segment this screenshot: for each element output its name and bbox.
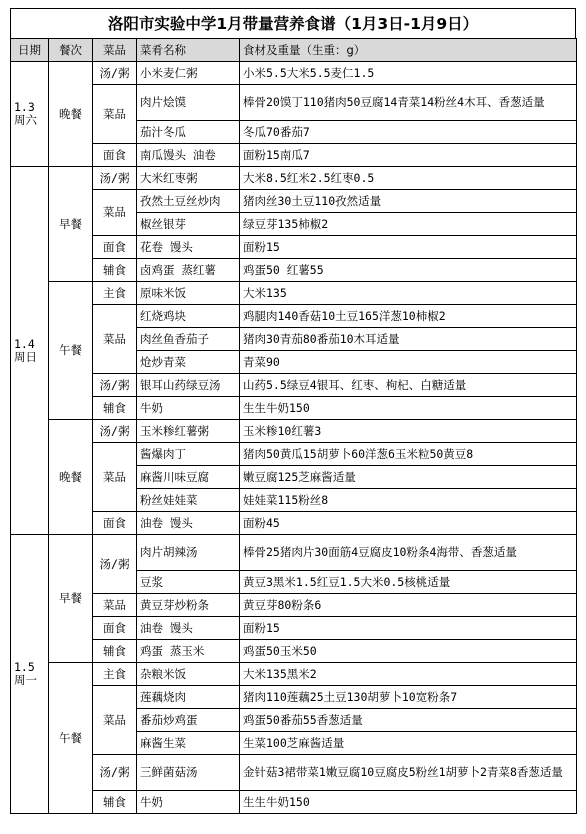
menu-row	[11, 617, 577, 640]
menu-row	[11, 397, 577, 420]
ingredients-cell: 面粉45	[240, 512, 577, 535]
meal-cell: 晚餐	[49, 62, 93, 167]
menu-row	[11, 420, 577, 443]
ingredients-cell: 面粉15	[240, 236, 577, 259]
category-cell: 汤/粥	[93, 167, 137, 190]
menu-row	[11, 686, 577, 709]
dish-cell: 花卷 馒头	[137, 236, 240, 259]
dish-cell: 鸡蛋 蒸玉米	[137, 640, 240, 663]
ingredients-cell: 面粉15南瓜7	[240, 144, 577, 167]
page-title: 洛阳市实验中学1月带量营养食谱（1月3日-1月9日）	[10, 8, 576, 38]
menu-row	[11, 62, 577, 85]
category-cell: 汤/粥	[93, 535, 137, 594]
menu-row	[11, 374, 577, 397]
dish-cell: 番茄炒鸡蛋	[137, 709, 240, 732]
menu-row	[11, 282, 577, 305]
dish-cell: 银耳山药绿豆汤	[137, 374, 240, 397]
meal-cell: 晚餐	[49, 420, 93, 535]
category-cell: 主食	[93, 663, 137, 686]
ingredients-cell: 鸡蛋50玉米50	[240, 640, 577, 663]
ingredients-cell: 棒骨20馍丁110猪肉50豆腐14青菜14粉丝4木耳、香葱适量	[240, 85, 577, 121]
dish-cell: 红烧鸡块	[137, 305, 240, 328]
category-cell: 面食	[93, 144, 137, 167]
dish-cell: 牛奶	[137, 791, 240, 814]
menu-row	[11, 144, 577, 167]
header-dish: 菜肴名称	[137, 39, 240, 62]
category-cell: 辅食	[93, 397, 137, 420]
category-cell: 汤/粥	[93, 420, 137, 443]
ingredients-cell: 猪肉30青茄80番茄10木耳适量	[240, 328, 577, 351]
menu-row	[11, 305, 577, 328]
dish-cell: 原味米饭	[137, 282, 240, 305]
ingredients-cell: 面粉15	[240, 617, 577, 640]
menu-row	[11, 190, 577, 213]
dish-cell: 肉片烩馍	[137, 85, 240, 121]
meal-cell: 早餐	[49, 535, 93, 663]
header-date: 日期	[11, 39, 49, 62]
dish-cell: 小米麦仁粥	[137, 62, 240, 85]
ingredients-cell: 娃娃菜115粉丝8	[240, 489, 577, 512]
dish-cell: 肉片胡辣汤	[137, 535, 240, 571]
ingredients-cell: 生生牛奶150	[240, 791, 577, 814]
header-row	[11, 39, 577, 62]
dish-cell: 豆浆	[137, 571, 240, 594]
ingredients-cell: 绿豆芽135柿椒2	[240, 213, 577, 236]
ingredients-cell: 猪肉110莲藕25土豆130胡萝卜10宽粉条7	[240, 686, 577, 709]
ingredients-cell: 玉米糁10红薯3	[240, 420, 577, 443]
menu-row	[11, 85, 577, 121]
menu-row	[11, 640, 577, 663]
category-cell: 菜品	[93, 686, 137, 755]
category-cell: 面食	[93, 512, 137, 535]
category-cell: 菜品	[93, 85, 137, 144]
dish-cell: 肉丝鱼香茄子	[137, 328, 240, 351]
ingredients-cell: 嫩豆腐125芝麻酱适量	[240, 466, 577, 489]
ingredients-cell: 大米135黑米2	[240, 663, 577, 686]
date-cell: 1.4周日	[11, 167, 49, 535]
dish-cell: 黄豆芽炒粉条	[137, 594, 240, 617]
menu-table	[10, 38, 577, 814]
menu-row	[11, 755, 577, 791]
header-category: 菜品	[93, 39, 137, 62]
dish-cell: 杂粮米饭	[137, 663, 240, 686]
category-cell: 辅食	[93, 259, 137, 282]
ingredients-cell: 生生牛奶150	[240, 397, 577, 420]
ingredients-cell: 鸡蛋50 红薯55	[240, 259, 577, 282]
ingredients-cell: 鸡蛋50番茄55香葱适量	[240, 709, 577, 732]
dish-cell: 油卷 馒头	[137, 512, 240, 535]
category-cell: 辅食	[93, 640, 137, 663]
dish-cell: 莲藕烧肉	[137, 686, 240, 709]
ingredients-cell: 大米135	[240, 282, 577, 305]
ingredients-cell: 冬瓜70番茄7	[240, 121, 577, 144]
dish-cell: 酱爆肉丁	[137, 443, 240, 466]
category-cell: 汤/粥	[93, 755, 137, 791]
dish-cell: 孜然土豆丝炒肉	[137, 190, 240, 213]
dish-cell: 麻酱川味豆腐	[137, 466, 240, 489]
ingredients-cell: 金针菇3裙带菜1嫩豆腐10豆腐皮5粉丝1胡萝卜2青菜8香葱适量	[240, 755, 577, 791]
menu-row	[11, 512, 577, 535]
category-cell: 面食	[93, 236, 137, 259]
menu-row	[11, 535, 577, 571]
category-cell: 菜品	[93, 305, 137, 374]
ingredients-cell: 青菜90	[240, 351, 577, 374]
dish-cell: 牛奶	[137, 397, 240, 420]
menu-row	[11, 663, 577, 686]
menu-row	[11, 443, 577, 466]
dish-cell: 玉米糁红薯粥	[137, 420, 240, 443]
ingredients-cell: 生菜100芝麻酱适量	[240, 732, 577, 755]
menu-row	[11, 167, 577, 190]
menu-row	[11, 236, 577, 259]
ingredients-cell: 黄豆芽80粉条6	[240, 594, 577, 617]
category-cell: 主食	[93, 282, 137, 305]
dish-cell: 椒丝银芽	[137, 213, 240, 236]
category-cell: 菜品	[93, 190, 137, 236]
category-cell: 汤/粥	[93, 62, 137, 85]
dish-cell: 油卷 馒头	[137, 617, 240, 640]
category-cell: 辅食	[93, 791, 137, 814]
menu-row	[11, 594, 577, 617]
ingredients-cell: 鸡腿肉140香菇10土豆165洋葱10柿椒2	[240, 305, 577, 328]
meal-cell: 早餐	[49, 167, 93, 282]
dish-cell: 炝炒青菜	[137, 351, 240, 374]
date-cell: 1.5周一	[11, 535, 49, 814]
meal-cell: 午餐	[49, 282, 93, 420]
header-meal: 餐次	[49, 39, 93, 62]
dish-cell: 麻酱生菜	[137, 732, 240, 755]
dish-cell: 南瓜馒头 油卷	[137, 144, 240, 167]
ingredients-cell: 棒骨25猪肉片30面筋4豆腐皮10粉条4海带、香葱适量	[240, 535, 577, 571]
category-cell: 菜品	[93, 443, 137, 512]
header-ingredients: 食材及重量（生重：g）	[240, 39, 577, 62]
dish-cell: 三鲜菌菇汤	[137, 755, 240, 791]
dish-cell: 茄汁冬瓜	[137, 121, 240, 144]
menu-body	[11, 62, 577, 814]
ingredients-cell: 黄豆3黑米1.5红豆1.5大米0.5核桃适量	[240, 571, 577, 594]
ingredients-cell: 山药5.5绿豆4银耳、红枣、枸杞、白糖适量	[240, 374, 577, 397]
menu-row	[11, 259, 577, 282]
ingredients-cell: 猪肉50黄瓜15胡萝卜60洋葱6玉米粒50黄豆8	[240, 443, 577, 466]
ingredients-cell: 小米5.5大米5.5麦仁1.5	[240, 62, 577, 85]
ingredients-cell: 大米8.5红米2.5红枣0.5	[240, 167, 577, 190]
meal-cell: 午餐	[49, 663, 93, 814]
date-cell: 1.3周六	[11, 62, 49, 167]
category-cell: 汤/粥	[93, 374, 137, 397]
menu-row	[11, 791, 577, 814]
category-cell: 面食	[93, 617, 137, 640]
dish-cell: 卤鸡蛋 蒸红薯	[137, 259, 240, 282]
dish-cell: 大米红枣粥	[137, 167, 240, 190]
dish-cell: 粉丝娃娃菜	[137, 489, 240, 512]
ingredients-cell: 猪肉丝30土豆110孜然适量	[240, 190, 577, 213]
category-cell: 菜品	[93, 594, 137, 617]
